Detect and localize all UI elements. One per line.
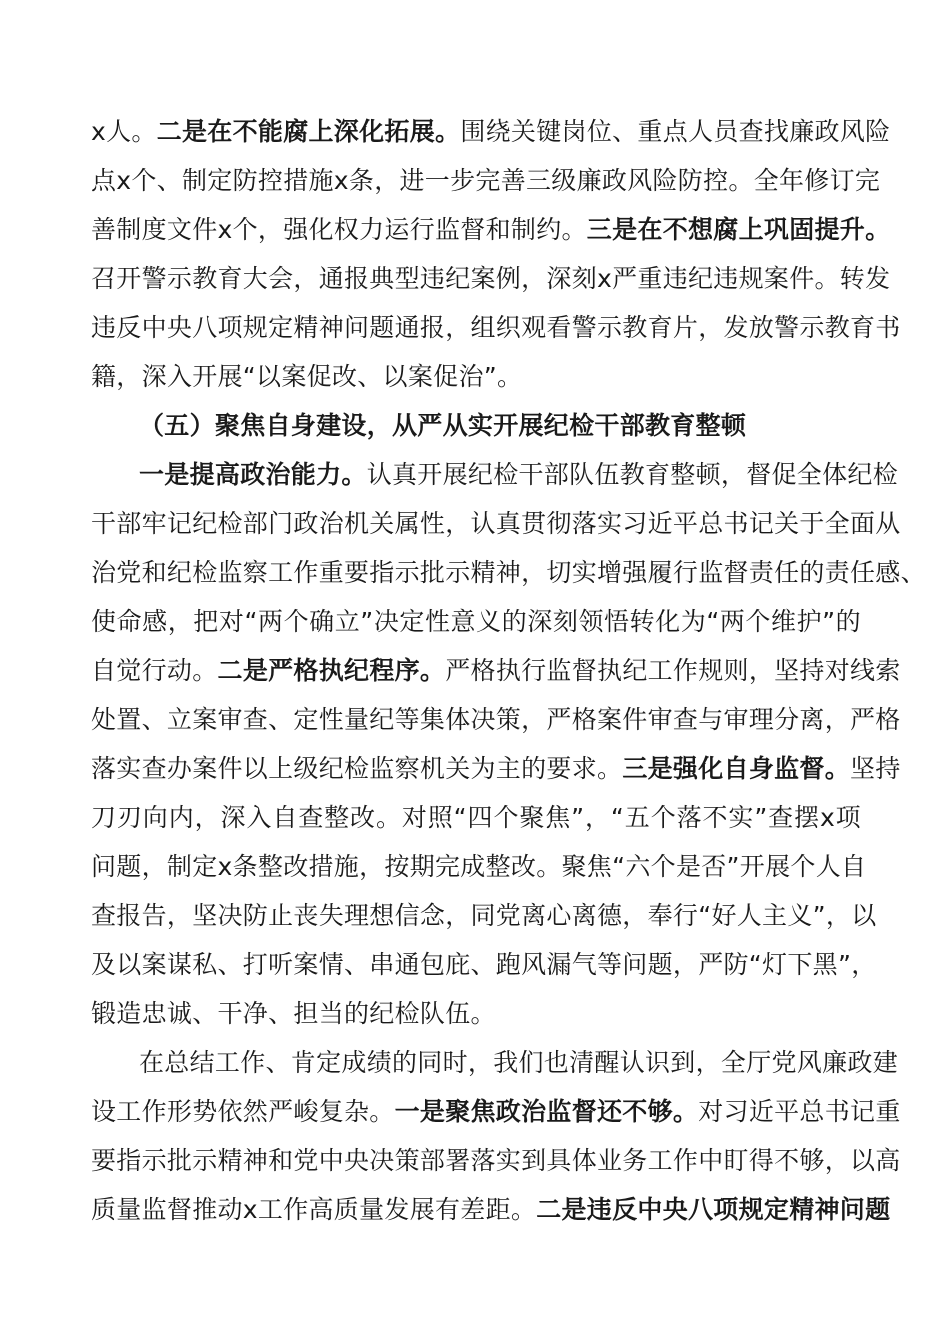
text-line: 落实查办案件以上级纪检监察机关为主的要求。三是强化自身监督。坚持 — [91, 754, 901, 783]
text-line: 要指示批示精神和党中央决策部署落实到具体业务工作中盯得不够，以高 — [91, 1146, 901, 1175]
text-line: 在总结工作、肯定成绩的同时，我们也清醒认识到，全厅党风廉政建 — [139, 1048, 899, 1077]
text-line: 及以案谋私、打听案情、串通包庇、跑风漏气等问题，严防“灯下黑”， — [91, 950, 877, 979]
text-line: 锻造忠诚、干净、担当的纪检队伍。 — [91, 999, 496, 1028]
text-line: 处置、立案审查、定性量纪等集体决策，严格案件审查与审理分离，严格 — [91, 705, 901, 734]
text-line: 使命感，把对“两个确立”决定性意义的深刻领悟转化为“两个维护”的 — [91, 607, 861, 636]
text-line: 籍，深入开展“以案促改、以案促治”。 — [91, 362, 523, 391]
text-line: 召开警示教育大会，通报典型违纪案例，深刻x严重违纪违规案件。转发 — [91, 264, 891, 293]
text-line: 善制度文件x个，强化权力运行监督和制约。三是在不想腐上巩固提升。 — [91, 215, 891, 244]
text-line: 一是提高政治能力。认真开展纪检干部队伍教育整顿，督促全体纪检 — [139, 460, 899, 489]
text-line: 刀刃向内，深入自查整改。对照“四个聚焦”，“五个落不实”查摆x项 — [91, 803, 861, 832]
text-line: 查报告，坚决防止丧失理想信念，同党离心离德，奉行“好人主义”，以 — [91, 901, 877, 930]
text-line: 违反中央八项规定精神问题通报，组织观看警示教育片，发放警示教育书 — [91, 313, 901, 342]
text-line: 自觉行动。二是严格执纪程序。严格执行监督执纪工作规则，坚持对线索 — [91, 656, 901, 685]
text-line: 治党和纪检监察工作重要指示批示精神，切实增强履行监督责任的责任感、 — [91, 558, 926, 587]
text-line: x人。二是在不能腐上深化拓展。围绕关键岗位、重点人员查找廉政风险 — [91, 117, 891, 146]
text-line: 质量监督推动x工作高质量发展有差距。二是违反中央八项规定精神问题 — [91, 1195, 891, 1224]
section-heading: （五）聚焦自身建设，从严从实开展纪检干部教育整顿 — [139, 411, 747, 440]
text-line: 设工作形势依然严峻复杂。一是聚焦政治监督还不够。对习近平总书记重 — [91, 1097, 901, 1126]
text-line: 问题，制定x条整改措施，按期完成整改。聚焦“六个是否”开展个人自 — [91, 852, 867, 881]
text-line: 干部牢记纪检部门政治机关属性，认真贯彻落实习近平总书记关于全面从 — [91, 509, 901, 538]
text-line: 点x个、制定防控措施x条，进一步完善三级廉政风险防控。全年修订完 — [91, 166, 881, 195]
